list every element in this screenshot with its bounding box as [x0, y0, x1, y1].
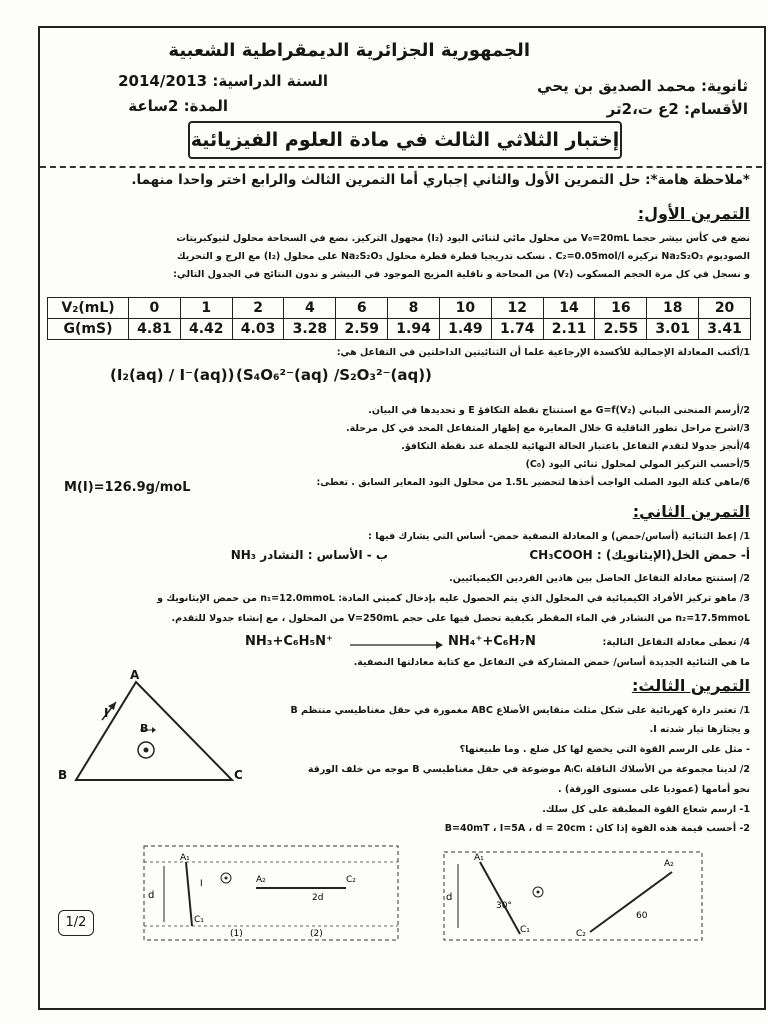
- table-cell: 4: [284, 298, 336, 319]
- svg-text:A₂: A₂: [256, 875, 266, 885]
- ex2-acid: أ- حمض الخل(الإيثانويك) : CH₃COOH: [529, 548, 750, 562]
- iodine-molar-mass: M(I)=126.9g/moL: [64, 480, 191, 495]
- table-cell: 12: [491, 298, 543, 319]
- ex3-question-2b: نحو أمامها (عموديا على مستوى الورقة) .: [557, 784, 750, 795]
- ex3-question-2d: 2- أحسب قيمة هذه القوة إذا كان : B=40mT ، I=5A ، d = 20cm: [444, 823, 750, 834]
- table-cell: 1.74: [491, 319, 543, 340]
- table-row-volume: [48, 298, 751, 319]
- reaction-right: NH₄⁺+C₆H₇N: [448, 634, 536, 649]
- ex1-intro-line-3: و نسجل في كل مرة الحجم المسكوب (V₂) من المحاحة و ناقلية المزيج الموجود في البيشر و ندون النتائج في الجدول التالي:: [173, 269, 750, 280]
- svg-text:60: 60: [636, 911, 648, 921]
- row-label-volume: V₂(mL): [48, 298, 129, 319]
- table-cell: 1.49: [439, 319, 491, 340]
- republic-heading: الجمهورية الجزائرية الديمقراطية الشعبية: [168, 40, 530, 61]
- vertex-c-label: C: [234, 768, 243, 782]
- svg-text:C₁: C₁: [194, 915, 204, 925]
- svg-text:C₂: C₂: [346, 875, 356, 885]
- conductance-table: [47, 297, 751, 340]
- ex2-base: ب - الأساس : النشادر NH₃: [230, 548, 388, 562]
- table-cell: 1.94: [388, 319, 440, 340]
- ex1-question-1: 1/أكتب المعادلة الإجمالية للأكسدة الإرجاعية علما أن الثنائيتين الداخلتين في التفاعل هي:: [336, 347, 750, 358]
- table-cell: 20: [699, 298, 751, 319]
- ex3-question-2a: 2/ لدينا مجموعة من الأسلاك الناقلة AᵢCᵢ موضوعة في حقل مغناطيسي B موجه من خلف الورقة: [307, 764, 750, 775]
- svg-text:A₁: A₁: [474, 853, 484, 863]
- svg-text:(1): (1): [230, 929, 243, 939]
- ex2-question-4b: ما هي الثنائية الجديدة أساس/ حمض المشاركة في التفاعل مع كتابة معادلتها النصفية.: [353, 657, 750, 668]
- table-cell: 14: [543, 298, 595, 319]
- table-cell: 4.42: [180, 319, 232, 340]
- redox-couple-iodine: (I₂(aq) / I⁻(aq)): [110, 366, 235, 384]
- ex2-question-3a: 3/ ماهو تركيز الأفراد الكيميائية في المحلول الذي يتم الحصول عليه بإدخال كميتي المادة: n₁=12.0mmoL من حمض الإيثانويك و: [157, 593, 750, 604]
- header-divider: [40, 166, 762, 168]
- ex2-question-1: 1/ إعط الثنائية (أساس/حمض) و المعادلة النصفية حمض- أساس التي يشارك فيها :: [368, 531, 750, 542]
- ex2-question-2: 2/ إستنتج معادلة التفاعل الحاصل بين هاذين الفردين الكيميائيين.: [449, 573, 750, 584]
- ex1-question-5: 5/أحسب التركيز المولي لمحلول ثنائي اليود (C₀): [525, 459, 750, 470]
- svg-text:d: d: [148, 890, 155, 901]
- page-number: 1/2: [58, 910, 94, 936]
- table-cell: 4.03: [232, 319, 284, 340]
- svg-text:30°: 30°: [496, 901, 512, 911]
- row-label-conductance: G(mS): [48, 319, 129, 340]
- vertex-b-label: B: [58, 768, 68, 782]
- ex3-question-1a: 1/ تعتبر دارة كهربائية على شكل مثلث متقايس الأضلاع ABC مغمورة في حقل مغناطيسي منتظم B: [290, 705, 750, 716]
- exercise-1-heading: التمرين الأول:: [637, 204, 750, 223]
- triangle-circuit-figure: [56, 668, 246, 788]
- vertex-a-label: A: [130, 668, 140, 682]
- ex2-question-4: 4/ تعطى معادلة التفاعل التالية:: [602, 637, 750, 648]
- table-cell: 10: [439, 298, 491, 319]
- svg-text:C₂: C₂: [576, 929, 586, 939]
- svg-text:A₂: A₂: [664, 859, 674, 869]
- reaction-left: NH₃+C₆H₅N⁺: [245, 634, 333, 649]
- table-cell: 3.01: [647, 319, 699, 340]
- reaction-arrow-icon: [348, 640, 444, 650]
- classes-label: الأقسام: 2ع ت،2تر: [606, 100, 748, 118]
- ex1-question-6: 6/ماهي كتلة اليود الصلب الواجب أخذها لتحضير 1.5L من محلول اليود المعاير السابق . تعطى:: [316, 477, 750, 488]
- svg-text:C₁: C₁: [520, 925, 530, 935]
- svg-text:2d: 2d: [312, 893, 324, 903]
- table-cell: 18: [647, 298, 699, 319]
- table-cell: 16: [595, 298, 647, 319]
- redox-couple-thiosulfate: (S₄O₆²⁻(aq) /S₂O₃²⁻(aq)): [236, 366, 432, 384]
- svg-text:d: d: [446, 892, 453, 903]
- table-cell: 8: [388, 298, 440, 319]
- table-cell: 2: [232, 298, 284, 319]
- wires-diagram-left: [140, 842, 402, 944]
- ex1-question-4: 4/أنجز جدولا لتقدم التفاعل باعتبار الحالة النهائية للجملة عند نقطة التكافؤ.: [401, 441, 750, 452]
- ex3-question-1c: - مثل على الرسم القوة التي يخضع لها كل ضلع . وما طبيعتها؟: [459, 744, 750, 755]
- ex3-question-1b: و يجتازها تيار شدته I.: [649, 724, 750, 735]
- ex1-question-2: 2/أرسم المنحنى البياني G=f(V₂) مع استنتاج نقطة التكافؤ E و تحديدها في البيان.: [368, 405, 750, 416]
- wires-diagram-right: [440, 848, 706, 944]
- ex3-question-2c: 1- ارسم شعاع القوة المطبقة على كل سلك.: [542, 804, 750, 815]
- table-cell: 2.59: [336, 319, 388, 340]
- exercise-2-heading: التمرين الثاني:: [632, 502, 750, 521]
- school-name: ثانوية: محمد الصديق بن يحي: [537, 77, 748, 95]
- exercise-3-heading: التمرين الثالث:: [631, 676, 750, 695]
- ex1-intro-line-1: نضع في كأس بيشر حجما V₀=20mL من محلول مائي لثنائي اليود (I₂) مجهول التركيز. نضع في السحاحة محلول لثيوكبريتات: [176, 233, 750, 244]
- duration-label: المدة: 2ساعة: [128, 97, 228, 115]
- table-cell: 4.81: [129, 319, 181, 340]
- ex1-question-3: 3/اشرح مراحل تطور الناقلية G خلال المعايرة مع إظهار المتفاعل المحد في كل مرحلة.: [346, 423, 750, 434]
- svg-text:(2): (2): [310, 929, 323, 939]
- table-cell: 3.41: [699, 319, 751, 340]
- school-year: السنة الدراسية: 2014/2013: [118, 72, 328, 90]
- table-row-conductance: [48, 319, 751, 340]
- svg-text:A₁: A₁: [180, 853, 190, 863]
- field-b-label: B: [140, 722, 149, 735]
- ex1-intro-line-2: الصوديوم Na₂S₂O₃ تركيزه C₂=0.05mol/l . نسكب تدريجيا قطرة قطرة محلول Na₂S₂O₃ على محلول (I₂) مع الرج و التحريك: [176, 251, 750, 262]
- table-cell: 1: [180, 298, 232, 319]
- important-note: *ملاحظة هامة*: حل التمرين الأول والثاني إجباري أما التمرين الثالث والرابع اختر واحدا منهما.: [131, 172, 750, 188]
- table-cell: 3.28: [284, 319, 336, 340]
- ex2-question-3b: n₂=17.5mmoL من النشادر في الماء المقطر بكيفية تحصل فيها على حجم V=250mL من المحلول ، مع إنشاء جدولا للتقدم.: [171, 613, 750, 624]
- svg-text:I: I: [200, 879, 203, 889]
- table-cell: 0: [129, 298, 181, 319]
- table-cell: 2.11: [543, 319, 595, 340]
- table-cell: 2.55: [595, 319, 647, 340]
- exam-title: إختبار الثلاثي الثالث في مادة العلوم الفيزيائية: [188, 121, 622, 159]
- current-i-label: I: [104, 706, 109, 720]
- table-cell: 6: [336, 298, 388, 319]
